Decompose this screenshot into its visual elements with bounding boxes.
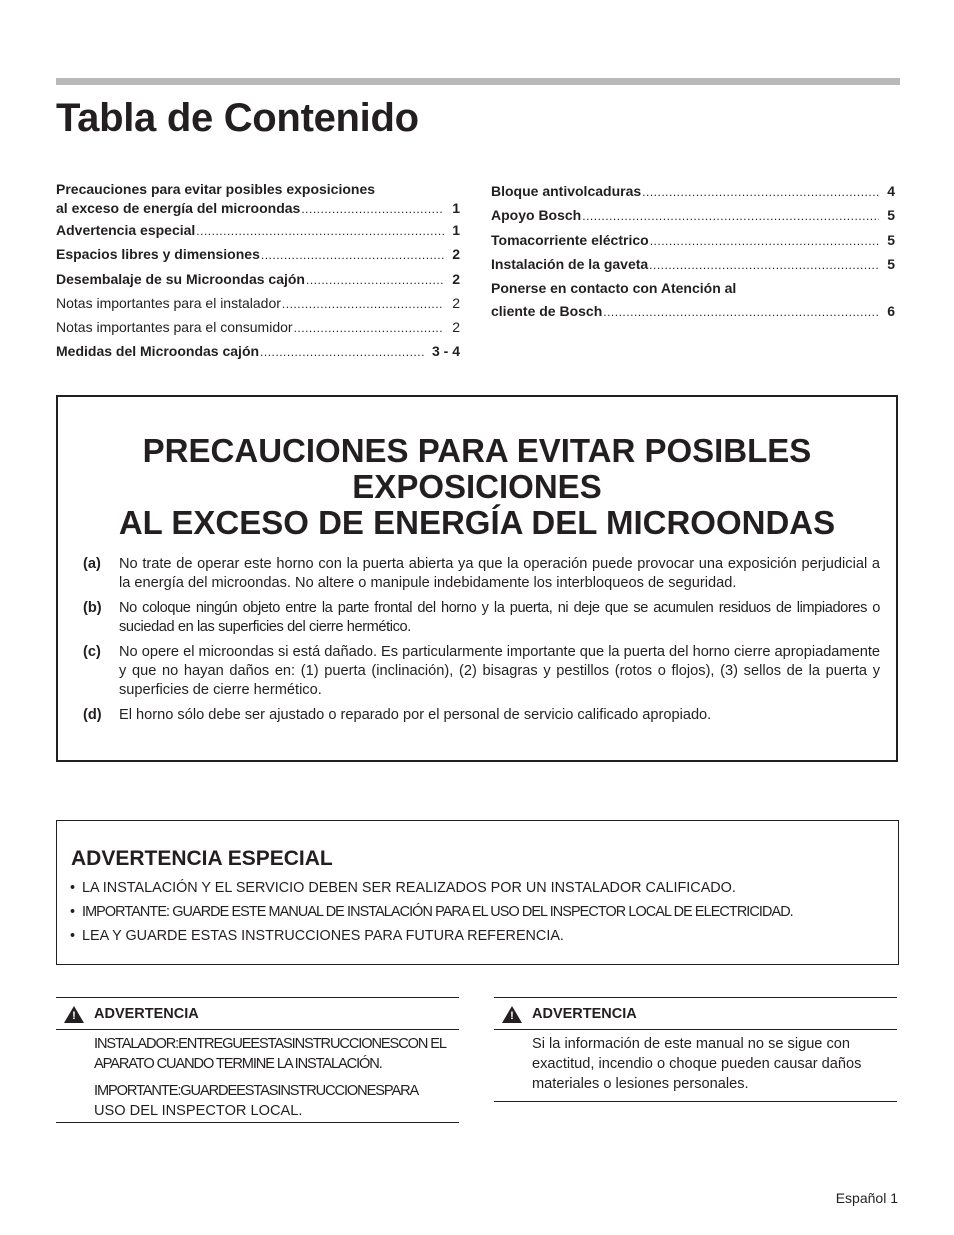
- precaution-text: No trate de operar este horno con la puerta abierta ya que la operación puede provocar una exposición perjudicial a la energía del microondas. No altere o manipule indebidamente los interbloqueos de seguridad.: [119, 556, 880, 591]
- toc-entry-label: Tomacorriente eléctrico: [491, 231, 649, 248]
- precaution-item: [83, 555, 880, 593]
- bullet: •: [70, 904, 76, 920]
- toc-page-number: 2: [452, 270, 460, 287]
- warning-panel-left: [56, 997, 459, 1123]
- toc-leader: [261, 244, 444, 267]
- warning-body: [94, 1034, 456, 1128]
- warning-paragraph: Si la información de este manual no se sigue con exactitud, incendio o choque pueden causar daños materiales o lesiones personales.: [532, 1036, 862, 1092]
- warning-paragraph: [94, 1081, 456, 1121]
- special-warning-item: [70, 900, 896, 924]
- warning-text: USO DEL INSPECTOR LOCAL.: [94, 1103, 303, 1119]
- precaution-tag: (b): [83, 600, 102, 616]
- warning-header: [494, 998, 897, 1030]
- toc-page-number: 5: [887, 255, 895, 272]
- precaution-item: [83, 706, 880, 725]
- special-warning-list: [70, 876, 896, 948]
- precaution-text: No coloque ningún objeto entre la parte frontal del horno y la puerta, ni deje que se acumulen residuos de limpiadores o suciedad en las superficies del cierre hermético.: [119, 600, 880, 635]
- toc-entry[interactable]: [56, 268, 460, 292]
- special-warning-box: [56, 820, 899, 965]
- toc-page-number: 5: [887, 231, 895, 248]
- warning-panel-right: [494, 997, 897, 1102]
- special-warning-title: ADVERTENCIA ESPECIAL: [71, 847, 333, 870]
- toc-entry-label: Desembalaje de su Microondas cajón: [56, 270, 305, 287]
- toc-leader: [649, 254, 879, 277]
- toc-entry-label: Espacios libres y dimensiones: [56, 246, 260, 263]
- precaution-tag: (d): [83, 707, 102, 723]
- warning-body: [532, 1034, 894, 1101]
- toc-entry[interactable]: [491, 229, 895, 253]
- toc-entry-label: Apoyo Bosch: [491, 207, 582, 224]
- special-warning-text: IMPORTANTE: GUARDE ESTE MANUAL DE INSTALACIÓN PARA EL USO DEL INSPECTOR LOCAL DE ELECTRICIDAD.: [82, 904, 793, 920]
- precaution-text: El horno sólo debe ser ajustado o reparado por el personal de servicio calificado apropiado.: [119, 707, 712, 723]
- toc-entry-label: Advertencia especial: [56, 222, 196, 238]
- toc-leader: [260, 341, 424, 364]
- toc-page-number: 4: [887, 183, 895, 199]
- toc-leader: [650, 230, 880, 253]
- special-warning-item: [70, 876, 896, 900]
- precautions-title-line: AL EXCESO DE ENERGÍA DEL MICROONDAS: [118, 504, 836, 541]
- toc-right-column: [491, 180, 895, 325]
- toc-entry-label: Medidas del Microondas cajón: [56, 343, 260, 360]
- toc-leader: [282, 293, 444, 316]
- toc-leader: [582, 205, 879, 228]
- special-warning-text: LEA Y GUARDE ESTAS INSTRUCCIONES PARA FUTURA REFERENCIA.: [82, 928, 564, 944]
- toc-leader: [603, 301, 879, 324]
- bullet: •: [70, 880, 76, 896]
- precautions-title: [58, 433, 896, 541]
- toc-entry-label: Instalación de la gaveta: [491, 255, 649, 272]
- toc-page-number: 2: [452, 319, 460, 336]
- warning-text-squeezed: IMPORTANTE:GUARDEESTASINSTRUCCIONESPARA: [94, 1083, 419, 1099]
- precaution-tag: (c): [83, 644, 101, 660]
- toc-page-number: 3 - 4: [431, 343, 460, 360]
- toc-entry-label: cliente de Bosch: [491, 303, 603, 320]
- toc-leader: [294, 317, 445, 340]
- toc-entry[interactable]: [491, 180, 895, 204]
- toc-entry[interactable]: [56, 243, 460, 267]
- page-title: Tabla de Contenido: [56, 96, 419, 140]
- precaution-item: [83, 643, 880, 700]
- precaution-text: No opere el microondas si está dañado. Es particularmente importante que la puerta del horno cierre apropiadamente y que no hayan daños en: (1) puerta (inclinación), (2) bisagras y pestillos (rotos o flojos), (3) sellos de la puerta y superficies de cierre hermético.: [119, 644, 880, 698]
- toc-entry-line: Ponerse en contacto con Atención al: [491, 280, 737, 297]
- toc-entry[interactable]: [491, 300, 895, 324]
- precautions-box: [56, 395, 898, 762]
- toc-leader: [196, 220, 444, 243]
- warning-label: ADVERTENCIA: [532, 1006, 637, 1022]
- precautions-list: [83, 555, 880, 731]
- toc-entry[interactable]: [491, 204, 895, 228]
- toc-entry[interactable]: [56, 292, 460, 316]
- toc-entry[interactable]: [56, 219, 460, 243]
- toc-entry-label: Notas importantes para el consumidor: [56, 319, 293, 336]
- toc-leader: [642, 181, 879, 204]
- toc-page-number: 1: [452, 222, 460, 238]
- warning-header: [56, 998, 459, 1030]
- warning-label: ADVERTENCIA: [94, 1006, 199, 1022]
- toc-left-column: [56, 180, 460, 365]
- special-warning-item: [70, 924, 896, 948]
- precaution-item: [83, 599, 880, 637]
- toc-entry[interactable]: [56, 340, 460, 364]
- toc-leader: [301, 200, 444, 219]
- precaution-tag: (a): [83, 556, 101, 572]
- toc-page-number: 2: [452, 246, 460, 263]
- page-footer: Español 1: [835, 1190, 898, 1206]
- toc-page-number: 2: [452, 294, 460, 311]
- toc-leader: [306, 269, 444, 292]
- warning-paragraph: INSTALADOR:ENTREGUEESTASINSTRUCCIONESCON EL APARATO CUANDO TERMINE LA INSTALACIÓN.: [94, 1036, 446, 1072]
- toc-entry[interactable]: [491, 253, 895, 277]
- precautions-title-line: EXPOSICIONES: [352, 468, 602, 505]
- toc-page-number: 5: [887, 207, 895, 224]
- warning-triangle-icon: !: [64, 1006, 84, 1023]
- precautions-title-line: PRECAUCIONES PARA EVITAR POSIBLES: [142, 432, 812, 469]
- title-rule: [56, 78, 900, 85]
- toc-entry-line: Precauciones para evitar posibles exposiciones: [56, 181, 376, 197]
- toc-entry-label: Bloque antivolcaduras: [491, 183, 642, 199]
- toc-page-number: 6: [887, 303, 895, 320]
- warning-triangle-icon: !: [502, 1006, 522, 1023]
- toc-entry[interactable]: [56, 199, 460, 219]
- toc-entry[interactable]: [56, 316, 460, 340]
- toc-page-number: 1: [452, 200, 460, 216]
- toc-entry-label: al exceso de energía del microondas: [56, 200, 301, 216]
- bullet: •: [70, 928, 76, 944]
- special-warning-text: LA INSTALACIÓN Y EL SERVICIO DEBEN SER REALIZADOS POR UN INSTALADOR CALIFICADO.: [82, 880, 736, 896]
- toc-entry-label: Notas importantes para el instalador: [56, 294, 281, 311]
